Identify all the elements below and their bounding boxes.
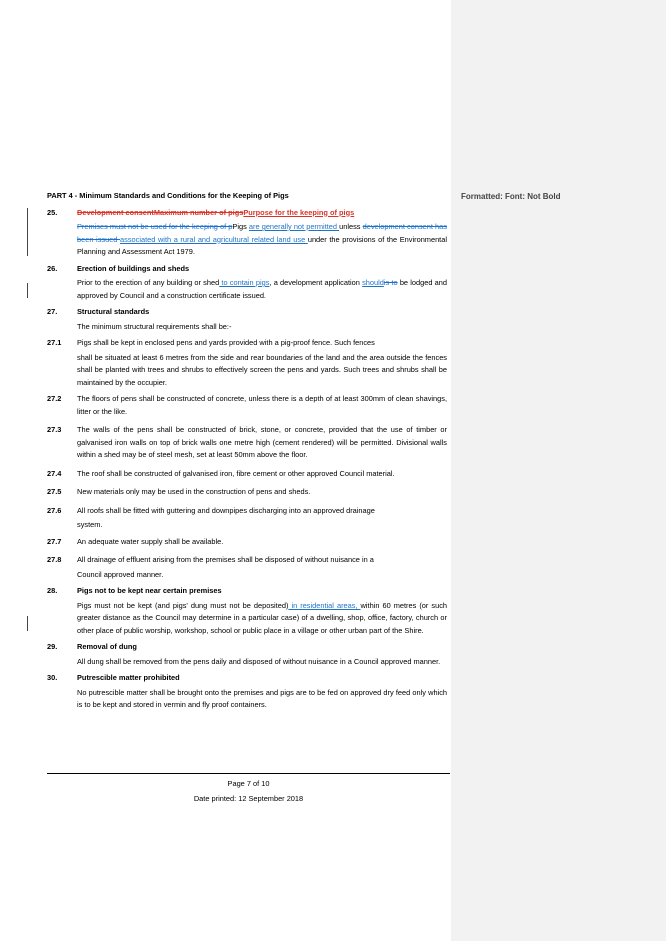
section-28-paragraph <box>77 600 447 638</box>
clause-row <box>47 337 447 350</box>
footer-rule <box>47 773 450 774</box>
deleted-text: Maximum number of pigs <box>153 207 244 217</box>
clause-continuation: Council approved manner. <box>77 569 164 579</box>
section-number: 30. <box>47 673 58 682</box>
formatting-comment-label: Formatted: Font: Not Bold <box>461 192 561 201</box>
clause-row <box>47 393 447 418</box>
body-text: Pigs must not be kept (and pigs' dung must not be deposited) <box>77 600 289 610</box>
change-bar <box>27 208 28 256</box>
clause-row <box>47 536 447 549</box>
inserted-text: to contain pigs <box>219 278 270 287</box>
clause-text: Pigs shall be kept in enclosed pens and yards provided with a pig-proof fence. Such fences <box>77 338 375 347</box>
body-text: , a development application <box>269 278 363 287</box>
section-26-paragraph <box>77 277 447 302</box>
section-heading: Structural standards <box>77 307 150 316</box>
clause-row <box>47 486 447 499</box>
clause-text: New materials only may be used in the construction of pens and sheds. <box>77 487 311 496</box>
comments-margin-pane <box>451 0 666 941</box>
clause-number: 27.3 <box>47 425 62 434</box>
clause-number: 27.5 <box>47 487 62 496</box>
section-heading <box>77 207 447 220</box>
clause-text: All roofs shall be fitted with guttering and downpipes discharging into an approved drainage <box>77 505 375 515</box>
deleted-text: Premises must not be used for the keeping of p <box>77 222 233 231</box>
section-27-heading-row <box>47 306 447 319</box>
body-text: under the provisions of the Environmental Planning and Assessment Act 1979. <box>77 234 447 256</box>
clause-number: 27.8 <box>47 555 62 564</box>
clause-number: 27.7 <box>47 536 62 546</box>
deleted-text: Development consent <box>77 207 154 217</box>
inserted-text: P <box>232 222 238 231</box>
inserted-text: Purpose for the keeping of pigs <box>243 207 355 217</box>
date-printed: Date printed: 12 September 2018 <box>193 794 304 803</box>
clause-text: The roof shall be constructed of galvanised iron, fibre cement or other approved Council material. <box>77 468 395 478</box>
inserted-text: in residential areas, <box>288 600 361 610</box>
change-bar <box>27 283 28 298</box>
section-number: 29. <box>47 642 58 651</box>
change-bar <box>27 616 28 631</box>
section-25-paragraph <box>77 221 447 259</box>
section-30-heading-row <box>47 672 447 685</box>
clause-row <box>47 505 447 518</box>
clause-row <box>47 424 447 462</box>
clause-number: 27.1 <box>47 338 62 347</box>
section-number: 26. <box>47 263 58 273</box>
inserted-text: associated with a rural and agricultural related land use <box>120 234 308 244</box>
section-25-heading-row <box>47 207 447 220</box>
section-30-paragraph: No putrescible matter shall be brought onto the premises and pigs are to be fed on approved dry feed only which is to be kept and stored in vermin and fly proof containers. <box>77 687 447 709</box>
section-number: 25. <box>47 207 58 217</box>
clause-text: The floors of pens shall be constructed of concrete, unless there is a depth of at least 300mm of clean shavings, litter or the like. <box>77 394 447 416</box>
section-heading: Putrescible matter prohibited <box>77 673 180 682</box>
inserted-text: are generally not permitted <box>248 222 340 231</box>
clause-number: 27.6 <box>47 505 62 515</box>
body-text: Prior to the erection of any building or shed <box>77 278 220 287</box>
body-text: unless <box>339 222 363 231</box>
page-number: Page 7 of 10 <box>227 779 270 788</box>
document-body <box>47 190 447 716</box>
section-heading: Pigs not to be kept near certain premises <box>77 586 222 595</box>
clause-row <box>47 554 447 567</box>
section-26-heading-row <box>47 263 447 276</box>
section-29-heading-row <box>47 641 447 654</box>
clause-row <box>47 468 447 481</box>
deleted-text: development consent has been issued <box>77 222 447 244</box>
clause-text: All drainage of effluent arising from the premises shall be disposed of without nuisance in a <box>77 555 374 564</box>
section-heading: Erection of buildings and sheds <box>77 263 190 273</box>
section-29-paragraph: All dung shall be removed from the pens daily and disposed of without nuisance in a Council approved manner. <box>77 656 441 666</box>
body-text: igs <box>237 222 249 231</box>
section-27-intro: The minimum structural requirements shall be:- <box>77 321 232 331</box>
section-heading: Removal of dung <box>77 642 137 651</box>
clause-text: The walls of the pens shall be constructed of brick, stone, or concrete, provided that the use of timber or galvanised iron walls on top of brick walls one metre high (cement rendered) will be permitted. Divisional walls within a shed may be of steel mesh, set at least 50mm above the floor. <box>77 425 447 459</box>
clause-continuation: system. <box>77 520 103 529</box>
deleted-text: is to <box>383 278 398 287</box>
clause-continuation: shall be situated at least 6 metres from the side and rear boundaries of the land and the area outside the fences shall be planted with trees and shrubs to effectively screen the pens and yards. Such trees and shrubs shall be maintained by the occupier. <box>77 352 447 387</box>
body-text: within 60 metres (or such greater distance as the Council may determine in a particular case) of a dwelling, shop, office, factory, church or other place of public worship, workshop, school or public place in a village or other urban part of the Shire. <box>77 600 447 635</box>
body-text: be lodged and approved by Council and a construction certificate issued. <box>77 278 447 300</box>
section-number: 27. <box>47 307 58 316</box>
part-title: PART 4 - Minimum Standards and Conditions for the Keeping of Pigs <box>47 191 289 200</box>
section-28-heading-row <box>47 585 447 598</box>
section-number: 28. <box>47 586 58 595</box>
clause-number: 27.4 <box>47 468 62 478</box>
inserted-text: should <box>362 278 384 287</box>
clause-text: An adequate water supply shall be available. <box>77 536 224 546</box>
clause-number: 27.2 <box>47 394 62 403</box>
